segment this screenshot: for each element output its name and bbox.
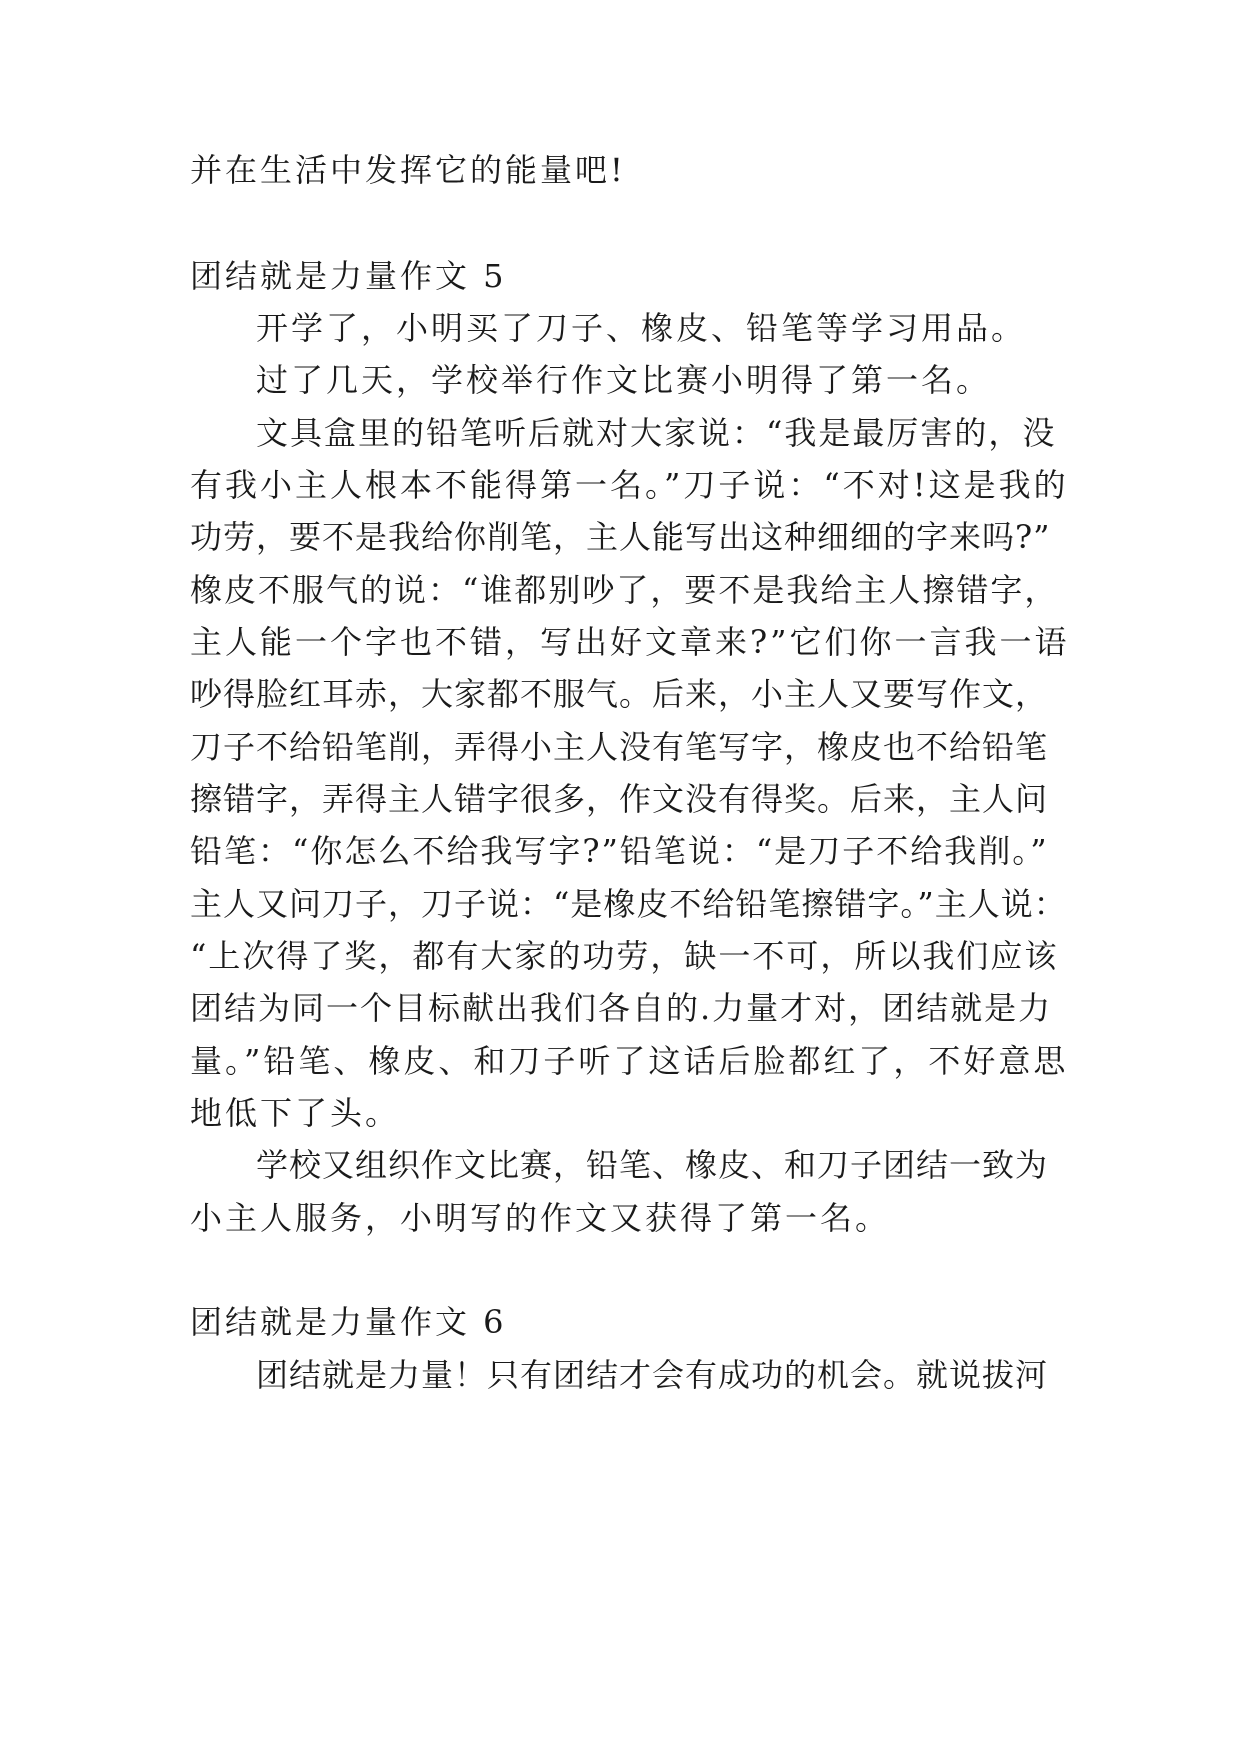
section-heading: 团结就是力量作文 5 <box>190 257 507 295</box>
paragraph-first-line: 开学了，小明买了刀子、橡皮、铅笔等学习用品。 <box>256 309 1027 347</box>
body-text-line: 地低下了头。 <box>190 1094 401 1132</box>
body-text-line: 有我小主人根本不能得第一名。”刀子说：“不对!这是我的 <box>190 466 1069 504</box>
paragraph-first-line: 学校又组织作文比赛，铅笔、橡皮、和刀子团结一致为 <box>256 1146 1049 1184</box>
body-text-line: 橡皮不服气的说：“谁都别吵了，要不是我给主人擦错字， <box>190 571 1059 609</box>
paragraph-first-line: 团结就是力量！只有团结才会有成功的机会。就说拔河 <box>256 1356 1049 1394</box>
body-text-line: 小主人服务，小明写的作文又获得了第一名。 <box>190 1199 891 1237</box>
body-text-line: “上次得了奖，都有大家的功劳，缺一不可，所以我们应该 <box>190 937 1059 975</box>
body-text-line: 吵得脸红耳赤，大家都不服气。后来，小主人又要写作文， <box>190 675 1049 713</box>
body-text-line: 铅笔：“你怎么不给我写字?”铅笔说：“是刀子不给我削。” <box>190 832 1049 870</box>
body-text-line: 并在生活中发挥它的能量吧! <box>190 151 626 189</box>
body-text-line: 刀子不给铅笔削，弄得小主人没有笔写字，橡皮也不给铅笔 <box>190 728 1049 766</box>
body-text-line: 量。”铅笔、橡皮、和刀子听了这话后脸都红了，不好意思 <box>190 1042 1069 1080</box>
body-text-line: 团结为同一个目标献出我们各自的.力量才对，团结就是力 <box>190 989 1053 1027</box>
paragraph-first-line: 文具盒里的铅笔听后就对大家说：“我是最厉害的，没 <box>256 414 1057 452</box>
body-text-line: 主人能一个字也不错，写出好文章来?”它们你一言我一语 <box>190 623 1070 661</box>
body-text-line: 擦错字，弄得主人错字很多，作文没有得奖。后来，主人问 <box>190 780 1049 818</box>
section-heading: 团结就是力量作文 6 <box>190 1303 507 1341</box>
paragraph-first-line: 过了几天，学校举行作文比赛小明得了第一名。 <box>256 361 992 399</box>
body-text-line: 功劳，要不是我给你削笔，主人能写出这种细细的字来吗?” <box>190 518 1051 556</box>
body-text-line: 主人又问刀子，刀子说：“是橡皮不给铅笔擦错字。”主人说： <box>190 885 1067 923</box>
